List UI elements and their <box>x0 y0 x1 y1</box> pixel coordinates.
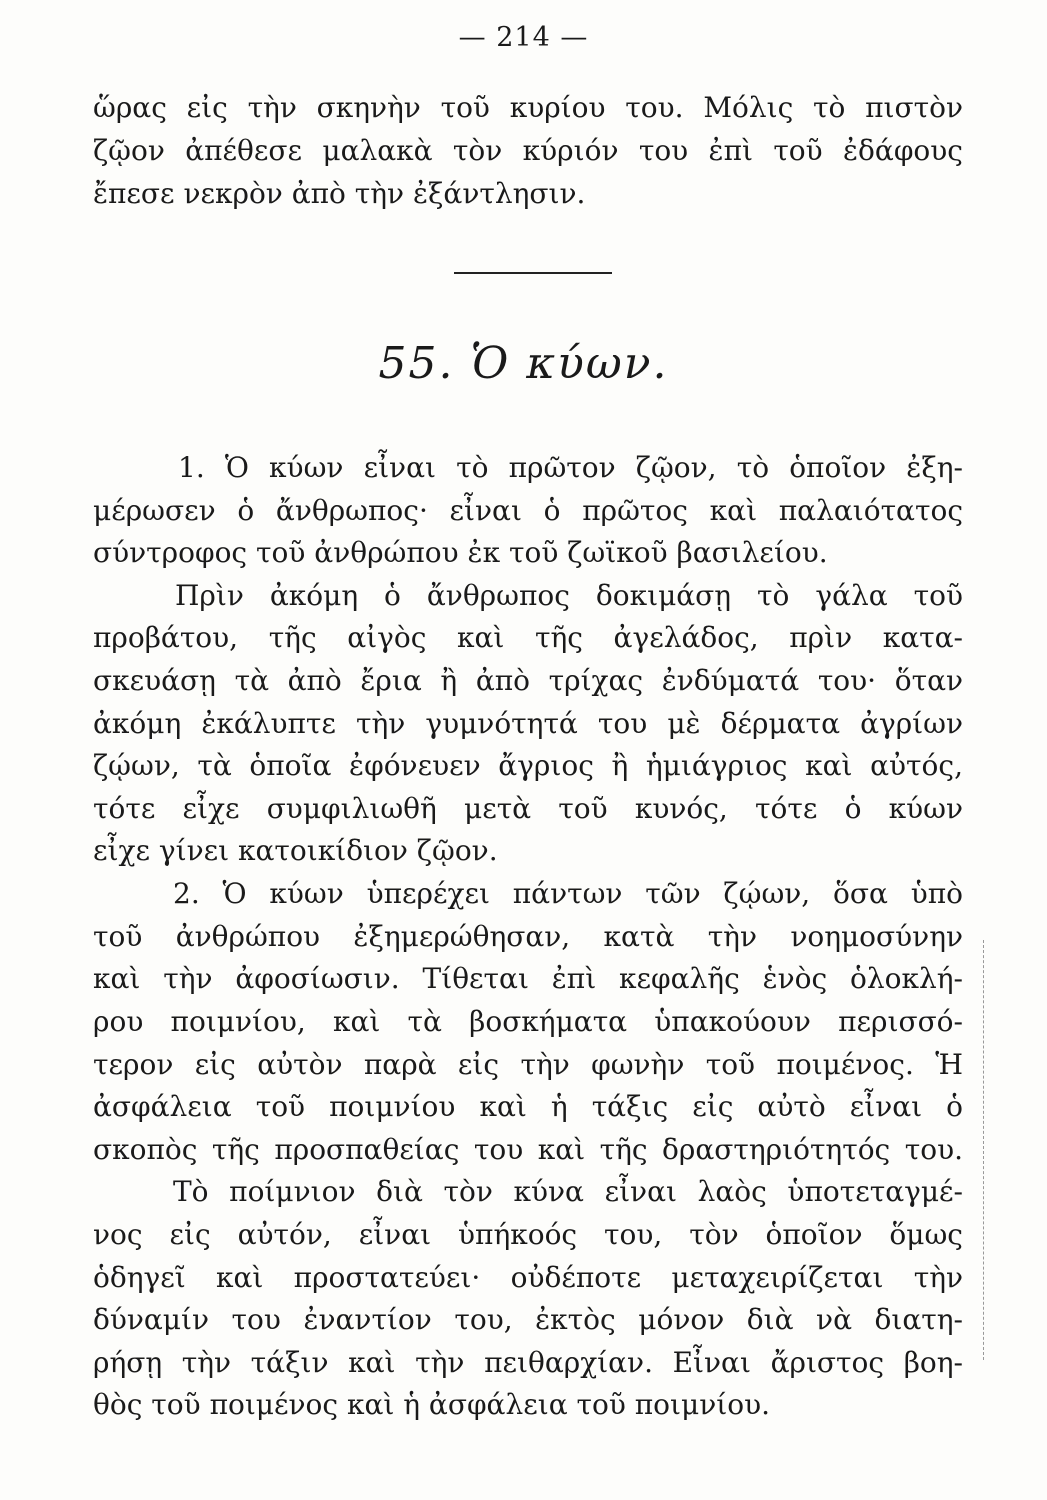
paragraph-line: τερον εἰς αὐτὸν παρὰ εἰς τὴν φωνὴν τοῦ ποιμένος. Ἡ <box>93 1048 963 1081</box>
text-line: ζῷον ἀπέθεσε μαλακὰ τὸν κύριόν του ἐπὶ τοῦ ἐδάφους <box>93 134 963 167</box>
paragraph-line: σύντροφος τοῦ ἀνθρώπου ἐκ τοῦ ζωϊκοῦ βασιλείου. <box>93 536 828 569</box>
paragraph-line: δύναμίν του ἐναντίον του, ἐκτὸς μόνον διὰ νὰ διατη- <box>93 1303 963 1336</box>
paragraph-line: σκοπὸς τῆς προσπαθείας του καὶ τῆς δραστηριότητός του. <box>93 1133 963 1166</box>
section-heading: 55. Ὁ κύων. <box>378 338 669 389</box>
paragraph-line: Τὸ ποίμνιον διὰ τὸν κύνα εἶναι λαὸς ὑποτεταγμέ- <box>173 1175 963 1208</box>
paragraph-line: 2. Ὁ κύων ὑπερέχει πάντων τῶν ζῴων, ὅσα ὑπὸ <box>173 877 963 910</box>
paragraph-line: μέρωσεν ὁ ἄνθρωπος· εἶναι ὁ πρῶτος καὶ παλαιότατος <box>93 494 963 527</box>
paragraph-line: εἶχε γίνει κατοικίδιον ζῷον. <box>93 834 498 867</box>
paragraph-line: ρου ποιμνίου, καὶ τὰ βοσκήματα ὑπακούουν περισσό- <box>93 1005 963 1038</box>
paragraph-line: ἀκόμη ἐκάλυπτε τὴν γυμνότητά του μὲ δέρματα ἀγρίων <box>93 707 963 740</box>
paragraph-line: ὁδηγεῖ καὶ προστατεύει· οὐδέποτε μεταχειρίζεται τὴν <box>93 1261 963 1294</box>
paragraph-line: σκευάσῃ τὰ ἀπὸ ἔρια ἢ ἀπὸ τρίχας ἐνδύματά του· ὅταν <box>93 664 963 697</box>
paragraph-line: ζῴων, τὰ ὁποῖα ἐφόνευεν ἄγριος ἢ ἡμιάγριος καὶ αὐτός, <box>93 749 963 782</box>
page-number: — 214 — <box>458 22 589 53</box>
margin-rule <box>983 940 984 1360</box>
paragraph-line: ρήσῃ τὴν τάξιν καὶ τὴν πειθαρχίαν. Εἶναι ἄριστος βοη- <box>93 1346 963 1379</box>
paragraph-line: Πρὶν ἀκόμη ὁ ἄνθρωπος δοκιμάσῃ τὸ γάλα τοῦ <box>175 579 963 612</box>
paragraph-line: νος εἰς αὐτόν, εἶναι ὑπήκοός του, τὸν ὁποῖον ὅμως <box>93 1218 963 1251</box>
paragraph-line: θὸς τοῦ ποιμένος καὶ ἡ ἀσφάλεια τοῦ ποιμνίου. <box>93 1388 770 1421</box>
paragraph-line: καὶ τὴν ἀφοσίωσιν. Τίθεται ἐπὶ κεφαλῆς ἑνὸς ὁλοκλή- <box>93 962 963 995</box>
paragraph-line: προβάτου, τῆς αἰγὸς καὶ τῆς ἀγελάδος, πρὶν κατα- <box>93 621 963 654</box>
paragraph-line: ἀσφάλεια τοῦ ποιμνίου καὶ ἡ τάξις εἰς αὐτὸ εἶναι ὁ <box>93 1090 963 1123</box>
paragraph-line: τότε εἶχε συμφιλιωθῆ μετὰ τοῦ κυνός, τότε ὁ κύων <box>93 792 963 825</box>
section-separator <box>454 272 612 274</box>
paragraph-line: τοῦ ἀνθρώπου ἐξημερώθησαν, κατὰ τὴν νοημοσύνην <box>93 920 963 953</box>
text-line: ὥρας εἰς τὴν σκηνὴν τοῦ κυρίου του. Μόλις τὸ πιστὸν <box>93 91 963 124</box>
paragraph-line: 1. Ὁ κύων εἶναι τὸ πρῶτον ζῷον, τὸ ὁποῖον ἐξη- <box>178 451 963 484</box>
text-line: ἔπεσε νεκρὸν ἀπὸ τὴν ἐξάντλησιν. <box>93 177 586 210</box>
